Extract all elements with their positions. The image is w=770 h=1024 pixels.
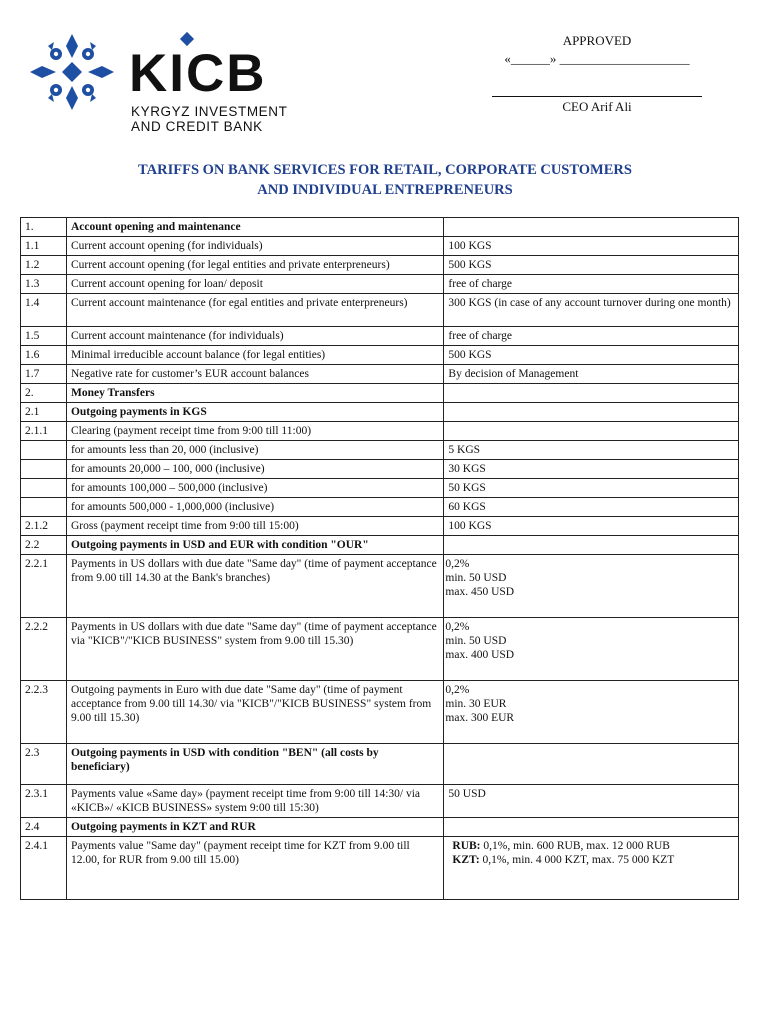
row-description-cell: Negative rate for customer’s EUR account balances — [66, 365, 443, 384]
row-number-cell: 1.6 — [21, 346, 67, 365]
table-row — [21, 479, 739, 498]
row-value-cell: 300 KGS (in case of any account turnover during one month) — [444, 294, 739, 327]
row-number-cell: 1. — [21, 218, 67, 237]
row-number-cell: 2.2.2 — [21, 618, 67, 681]
row-number-cell: 2.3.1 — [21, 785, 67, 818]
row-value-cell: 50 USD — [444, 785, 739, 818]
row-value-cell: 50 KGS — [444, 479, 739, 498]
row-value-cell — [444, 384, 739, 403]
row-description-cell: Payments value "Same day" (payment receipt time for KZT from 9.00 till 12.00, for RUR from 9.00 till 15.00) — [66, 837, 443, 900]
ornament-logo-icon — [26, 32, 118, 112]
table-row — [21, 555, 739, 618]
table-row — [21, 237, 739, 256]
row-value-cell: free of charge — [444, 327, 739, 346]
row-number-cell: 2.2 — [21, 536, 67, 555]
table-row — [21, 460, 739, 479]
table-row — [21, 785, 739, 818]
table-row — [21, 294, 739, 327]
table-row — [21, 384, 739, 403]
table-row — [21, 837, 739, 900]
row-value-cell — [444, 818, 739, 837]
row-description-cell: Current account opening for loan/ deposit — [66, 275, 443, 294]
row-number-cell — [21, 479, 67, 498]
row-number-cell: 2.2.3 — [21, 681, 67, 744]
approval-block — [492, 33, 702, 115]
rub-value: 0,1%, min. 600 RUB, max. 12 000 RUB — [480, 840, 670, 852]
row-number-cell — [21, 498, 67, 517]
row-value-cell — [444, 422, 739, 441]
row-number-cell: 2.4 — [21, 818, 67, 837]
row-value-cell: 5 KGS — [444, 441, 739, 460]
table-row — [21, 218, 739, 237]
table-row — [21, 365, 739, 384]
row-value-cell: 60 KGS — [444, 498, 739, 517]
row-value-cell: 0,2% min. 30 EUR max. 300 EUR — [444, 681, 739, 744]
row-description-cell: for amounts less than 20, 000 (inclusive) — [66, 441, 443, 460]
row-number-cell — [21, 441, 67, 460]
row-value-cell: By decision of Management — [444, 365, 739, 384]
table-row — [21, 681, 739, 744]
row-value-cell: 100 KGS — [444, 517, 739, 536]
row-value-cell — [444, 837, 739, 900]
row-number-cell: 2. — [21, 384, 67, 403]
table-row — [21, 403, 739, 422]
row-description-cell: Payments in US dollars with due date "Same day" (time of payment acceptance via "KICB"/"KICB BUSINESS" system from 9.00 till 15.30) — [66, 618, 443, 681]
table-row — [21, 422, 739, 441]
row-value-cell — [444, 744, 739, 785]
row-value-cell: 0,2% min. 50 USD max. 450 USD — [444, 555, 739, 618]
table-row — [21, 536, 739, 555]
table-row — [21, 441, 739, 460]
row-value-cell: 30 KGS — [444, 460, 739, 479]
logo-wordmark: KICB — [129, 44, 267, 103]
row-value-cell — [444, 536, 739, 555]
row-number-cell: 1.2 — [21, 256, 67, 275]
row-description-cell: Money Transfers — [66, 384, 443, 403]
row-description-cell: Payments value «Same day» (payment receipt time from 9:00 till 14:30/ via «KICB»/ «KICB BUSINESS» system 9:00 till 15:30) — [66, 785, 443, 818]
row-number-cell: 1.4 — [21, 294, 67, 327]
kzt-value: 0,1%, min. 4 000 KZT, max. 75 000 KZT — [479, 854, 675, 866]
row-number-cell: 2.1.1 — [21, 422, 67, 441]
row-description-cell: Outgoing payments in KGS — [66, 403, 443, 422]
tariffs-table — [20, 217, 739, 900]
row-number-cell — [21, 460, 67, 479]
logo-subtitle-line2: AND CREDIT BANK — [131, 119, 263, 134]
row-description-cell: Gross (payment receipt time from 9:00 till 15:00) — [66, 517, 443, 536]
table-row — [21, 618, 739, 681]
row-description-cell: Payments in US dollars with due date "Same day" (time of payment acceptance from 9.00 till 14.30 at the Bank's branches) — [66, 555, 443, 618]
row-description-cell: Current account maintenance (for egal entities and private enterpreneurs) — [66, 294, 443, 327]
row-description-cell: for amounts 100,000 – 500,000 (inclusive) — [66, 479, 443, 498]
row-value-cell — [444, 218, 739, 237]
title-line2: AND INDIVIDUAL ENTREPRENEURS — [257, 182, 513, 198]
row-value-cell: 500 KGS — [444, 256, 739, 275]
kzt-tariff — [452, 853, 734, 867]
row-value-cell — [444, 403, 739, 422]
row-number-cell: 1.5 — [21, 327, 67, 346]
row-description-cell: Outgoing payments in KZT and RUR — [66, 818, 443, 837]
table-row — [21, 327, 739, 346]
row-description-cell: Clearing (payment receipt time from 9:00 till 11:00) — [66, 422, 443, 441]
row-number-cell: 1.7 — [21, 365, 67, 384]
row-number-cell: 2.2.1 — [21, 555, 67, 618]
row-value-cell: 100 KGS — [444, 237, 739, 256]
row-description-cell: for amounts 500,000 - 1,000,000 (inclusive) — [66, 498, 443, 517]
ceo-signature: CEO Arif Ali — [492, 96, 702, 115]
row-description-cell: Account opening and maintenance — [66, 218, 443, 237]
row-description-cell: Current account maintenance (for individuals) — [66, 327, 443, 346]
row-value-cell: 0,2% min. 50 USD max. 400 USD — [444, 618, 739, 681]
logo-subtitle-line1: KYRGYZ INVESTMENT — [131, 104, 288, 119]
row-description-cell: Outgoing payments in USD and EUR with condition "OUR" — [66, 536, 443, 555]
table-row — [21, 818, 739, 837]
kzt-label: KZT: — [452, 854, 480, 866]
approved-label: APPROVED — [562, 33, 632, 48]
row-description-cell: for amounts 20,000 – 100, 000 (inclusive) — [66, 460, 443, 479]
table-row — [21, 498, 739, 517]
bank-logo — [26, 32, 296, 142]
row-value-cell: free of charge — [444, 275, 739, 294]
table-row — [21, 744, 739, 785]
row-number-cell: 2.3 — [21, 744, 67, 785]
row-description-cell: Minimal irreducible account balance (for legal entities) — [66, 346, 443, 365]
logo-subtitle — [131, 104, 287, 134]
approval-date-line: «______» ____________________ — [504, 51, 690, 66]
row-description-cell: Current account opening (for legal entities and private enterpreneurs) — [66, 256, 443, 275]
rub-label: RUB: — [452, 840, 481, 852]
rub-tariff — [452, 839, 734, 853]
row-number-cell: 2.1 — [21, 403, 67, 422]
row-description-cell: Outgoing payments in USD with condition "BEN" (all costs by beneficiary) — [66, 744, 443, 785]
row-number-cell: 1.1 — [21, 237, 67, 256]
title-line1: TARIFFS ON BANK SERVICES FOR RETAIL, CORPORATE CUSTOMERS — [138, 162, 632, 178]
table-row — [21, 346, 739, 365]
table-row — [21, 256, 739, 275]
row-description-cell: Outgoing payments in Euro with due date "Same day" (time of payment acceptance from 9.00 till 14.30/ via "KICB"/"KICB BUSINESS" system from 9.00 till 15.30) — [66, 681, 443, 744]
row-value-cell: 500 KGS — [444, 346, 739, 365]
row-description-cell: Current account opening (for individuals) — [66, 237, 443, 256]
table-row — [21, 275, 739, 294]
document-title — [0, 160, 770, 200]
row-number-cell: 2.4.1 — [21, 837, 67, 900]
row-number-cell: 1.3 — [21, 275, 67, 294]
row-number-cell: 2.1.2 — [21, 517, 67, 536]
table-row — [21, 517, 739, 536]
